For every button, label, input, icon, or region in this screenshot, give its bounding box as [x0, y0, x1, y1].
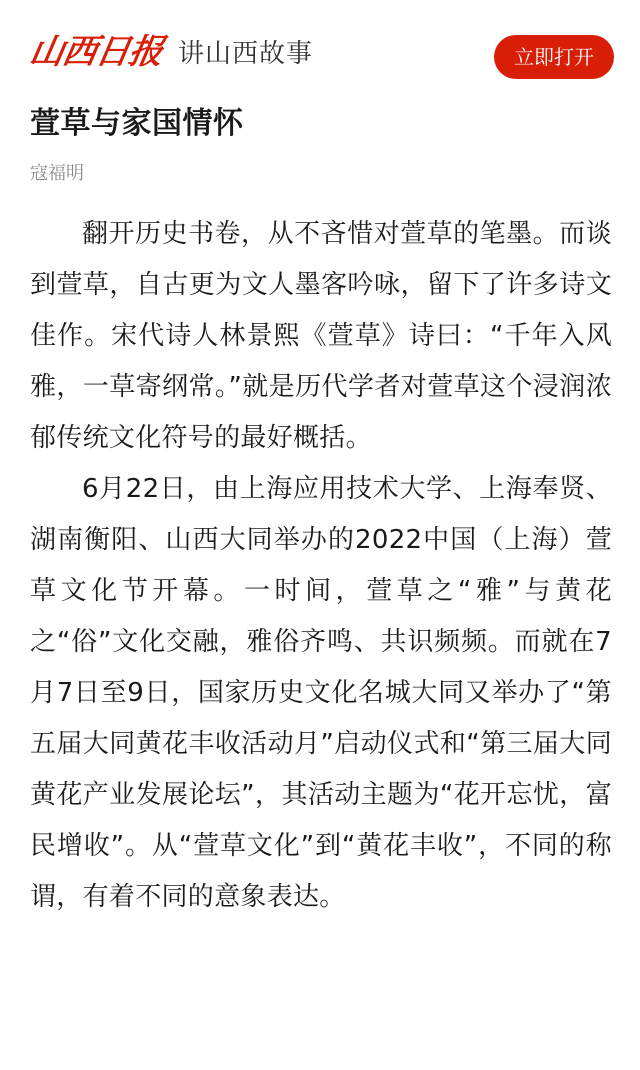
article-title: 萱草与家国情怀 [30, 106, 244, 141]
brand-tagline: 讲山西故事 [178, 39, 314, 69]
article-paragraph-2: 6月22日，由上海应用技术大学、上海奉贤、湖南衡阳、山西大同举办的2022中国（上海）萱草文化节开幕。一时间，萱草之“雅”与黄花之“俗”文化交融，雅俗齐鸣、共识频频。而就在7月7日至9日，国家历史文化名城大同又举办了“第五届大同黄花丰收活动月”启动仪式和“第三届大同黄花产业发展论坛”，其活动主题为“花开忘忧，富民增收”。从“萱草文化”到“黄花丰收”，不同的称谓，有着不同的意象表达。 [30, 474, 612, 912]
article-author[interactable]: 寇福明 [30, 163, 84, 184]
article-paragraph-1: 翻开历史书卷，从不吝惜对萱草的笔墨。而谈到萱草，自古更为文人墨客吟咏，留下了许多诗文佳作。宋代诗人林景熙《萱草》诗曰：“千年入风雅，一草寄纲常。”就是历代学者对萱草这个浸润浓郁传统文化符号的最好概括。 [30, 219, 612, 453]
open-app-button[interactable]: 立即打开 [494, 35, 614, 79]
article-body [30, 209, 612, 923]
brand[interactable] [26, 32, 314, 72]
shanxi-daily-logo[interactable]: 山西日报 [26, 32, 166, 72]
article [30, 102, 612, 923]
app-header [0, 0, 640, 92]
